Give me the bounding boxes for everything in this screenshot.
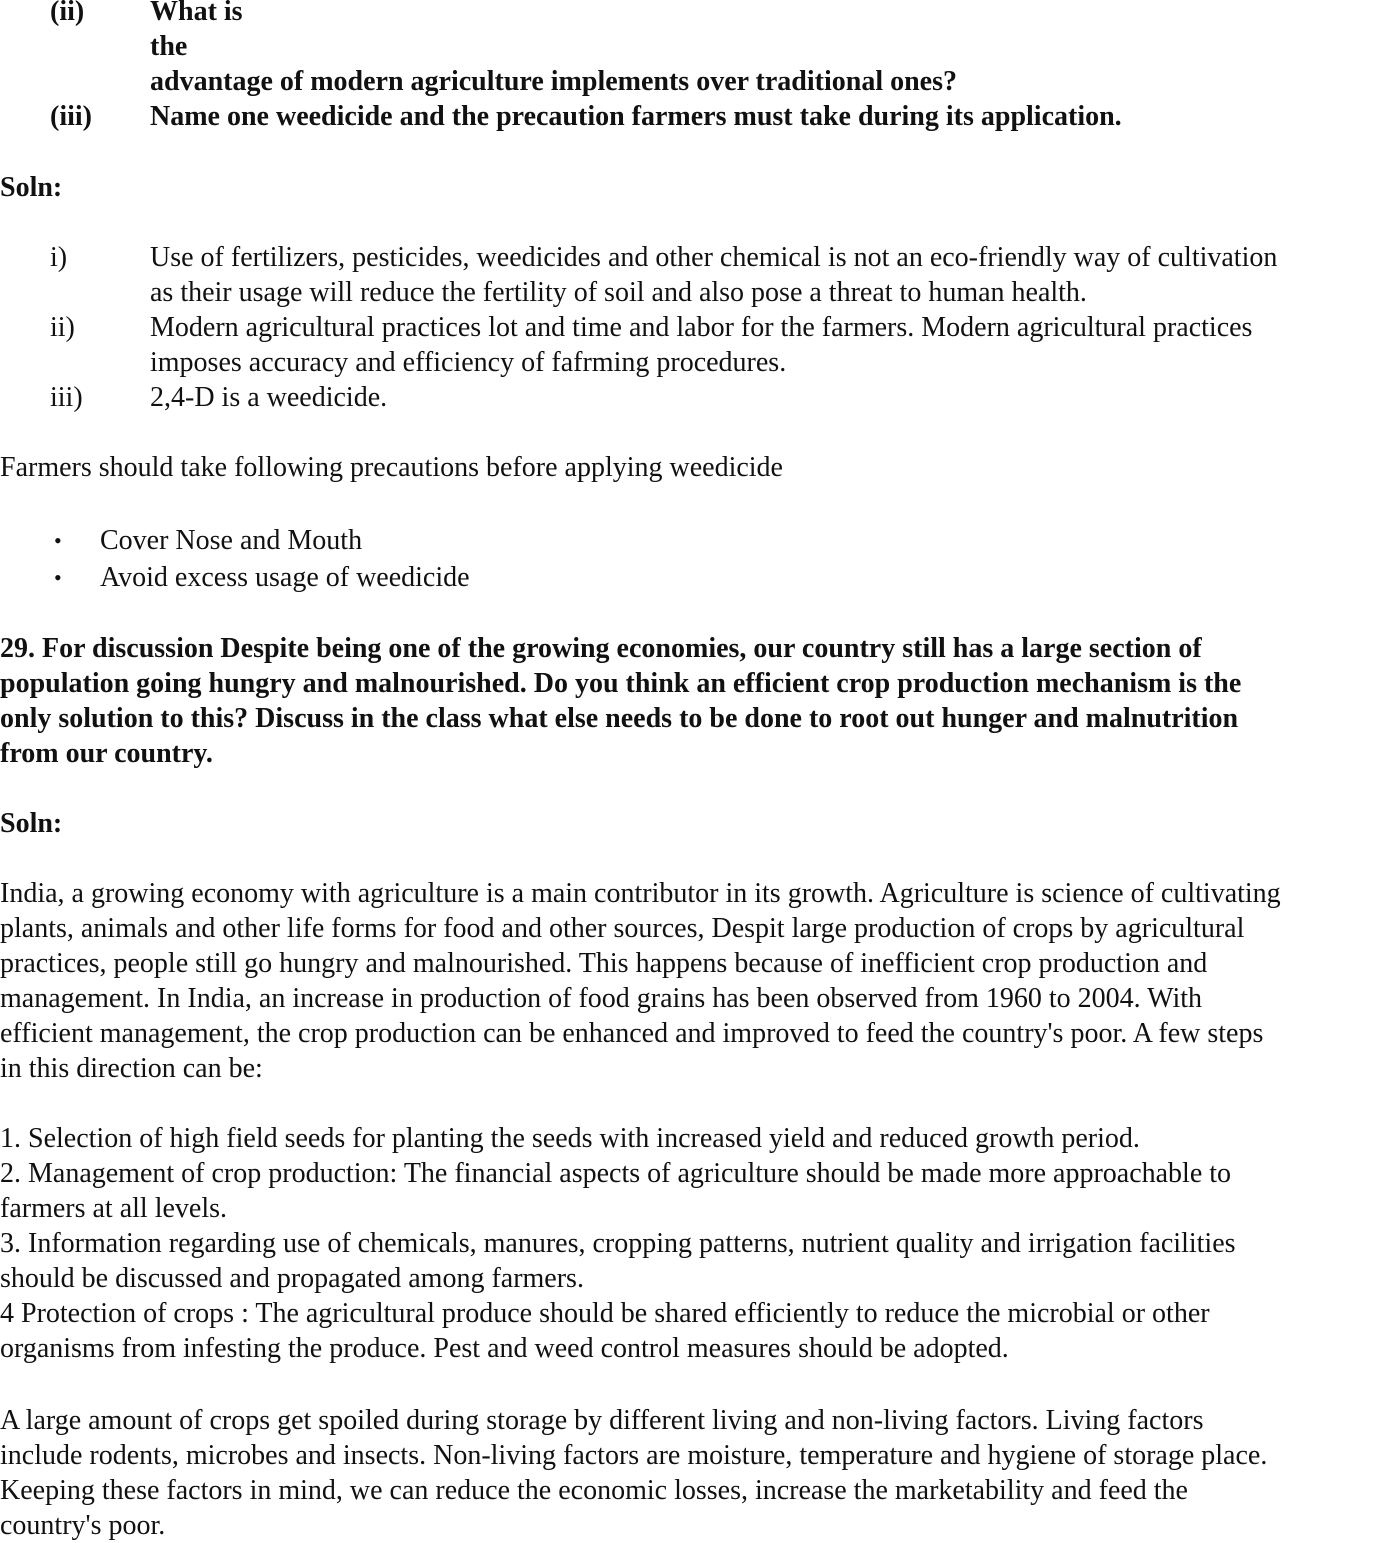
paragraph-line: in this direction can be: — [0, 1053, 263, 1084]
step-line: 4 Protection of crops : The agricultural produce should be shared efficiently to reduce the microbial or other — [0, 1298, 1210, 1329]
paragraph-line: country's poor. — [0, 1510, 166, 1541]
question-text: advantage of modern agriculture implements over traditional ones? — [150, 66, 958, 97]
bullet-item: Avoid excess usage of weedicide — [100, 562, 470, 593]
answer-text: Modern agricultural practices lot and time and labor for the farmers. Modern agricultural practices — [150, 312, 1253, 343]
answer-text: imposes accuracy and efficiency of fafrming procedures. — [150, 347, 787, 378]
question-number: (iii) — [50, 101, 92, 132]
step-line: should be discussed and propagated among farmers. — [0, 1263, 584, 1294]
paragraph-line: management. In India, an increase in production of food grains has been observed from 1960 to 2004. With — [0, 983, 1203, 1014]
paragraph-line: Keeping these factors in mind, we can reduce the economic losses, increase the marketability and feed the — [0, 1475, 1188, 1506]
step-line: 2. Management of crop production: The financial aspects of agriculture should be made more approachable to — [0, 1158, 1232, 1189]
answer-number: iii) — [50, 382, 83, 413]
question-text: What is — [150, 0, 243, 27]
answer-text: as their usage will reduce the fertility of soil and also pose a threat to human health. — [150, 277, 1087, 308]
step-line: organisms from infesting the produce. Pest and weed control measures should be adopted. — [0, 1333, 1009, 1364]
paragraph-line: plants, animals and other life forms for food and other sources, Despit large production of crops by agricultural — [0, 913, 1245, 944]
solution-label: Soln: — [0, 172, 63, 203]
paragraph-line: practices, people still go hungry and malnourished. This happens because of inefficient crop production and — [0, 948, 1208, 979]
paragraph-line: efficient management, the crop production can be enhanced and improved to feed the country's poor. A few steps — [0, 1018, 1264, 1049]
precaution-intro: Farmers should take following precautions before applying weedicide — [0, 452, 783, 483]
bullet-icon: • — [54, 528, 62, 553]
bullet-icon: • — [54, 565, 62, 590]
step-line: farmers at all levels. — [0, 1193, 228, 1224]
question-29-text: population going hungry and malnourished. Do you think an efficient crop production mechanism is the — [0, 668, 1242, 699]
paragraph-line: A large amount of crops get spoiled during storage by different living and non-living factors. Living factors — [0, 1405, 1204, 1436]
answer-text: Use of fertilizers, pesticides, weedicides and other chemical is not an eco-friendly way of cultivation — [150, 242, 1278, 273]
bullet-item: Cover Nose and Mouth — [100, 525, 363, 556]
paragraph-line: include rodents, microbes and insects. Non-living factors are moisture, temperature and hygiene of storage place. — [0, 1440, 1268, 1471]
question-text: Name one weedicide and the precaution farmers must take during its application. — [150, 101, 1122, 132]
step-line: 3. Information regarding use of chemicals, manures, cropping patterns, nutrient quality and irrigation facilities — [0, 1228, 1236, 1259]
question-text: the — [150, 31, 188, 62]
question-number: (ii) — [50, 0, 85, 27]
step-line: 1. Selection of high field seeds for planting the seeds with increased yield and reduced growth period. — [0, 1123, 1140, 1154]
question-29-text: 29. For discussion Despite being one of the growing economies, our country still has a large section of — [0, 633, 1202, 664]
question-29-text: from our country. — [0, 738, 213, 769]
answer-number: ii) — [50, 312, 75, 343]
question-29-text: only solution to this? Discuss in the class what else needs to be done to root out hunger and malnutrition — [0, 703, 1239, 734]
answer-number: i) — [50, 242, 68, 273]
solution-label: Soln: — [0, 808, 63, 839]
paragraph-line: India, a growing economy with agriculture is a main contributor in its growth. Agriculture is science of cultivating — [0, 878, 1281, 909]
answer-text: 2,4-D is a weedicide. — [150, 382, 388, 413]
